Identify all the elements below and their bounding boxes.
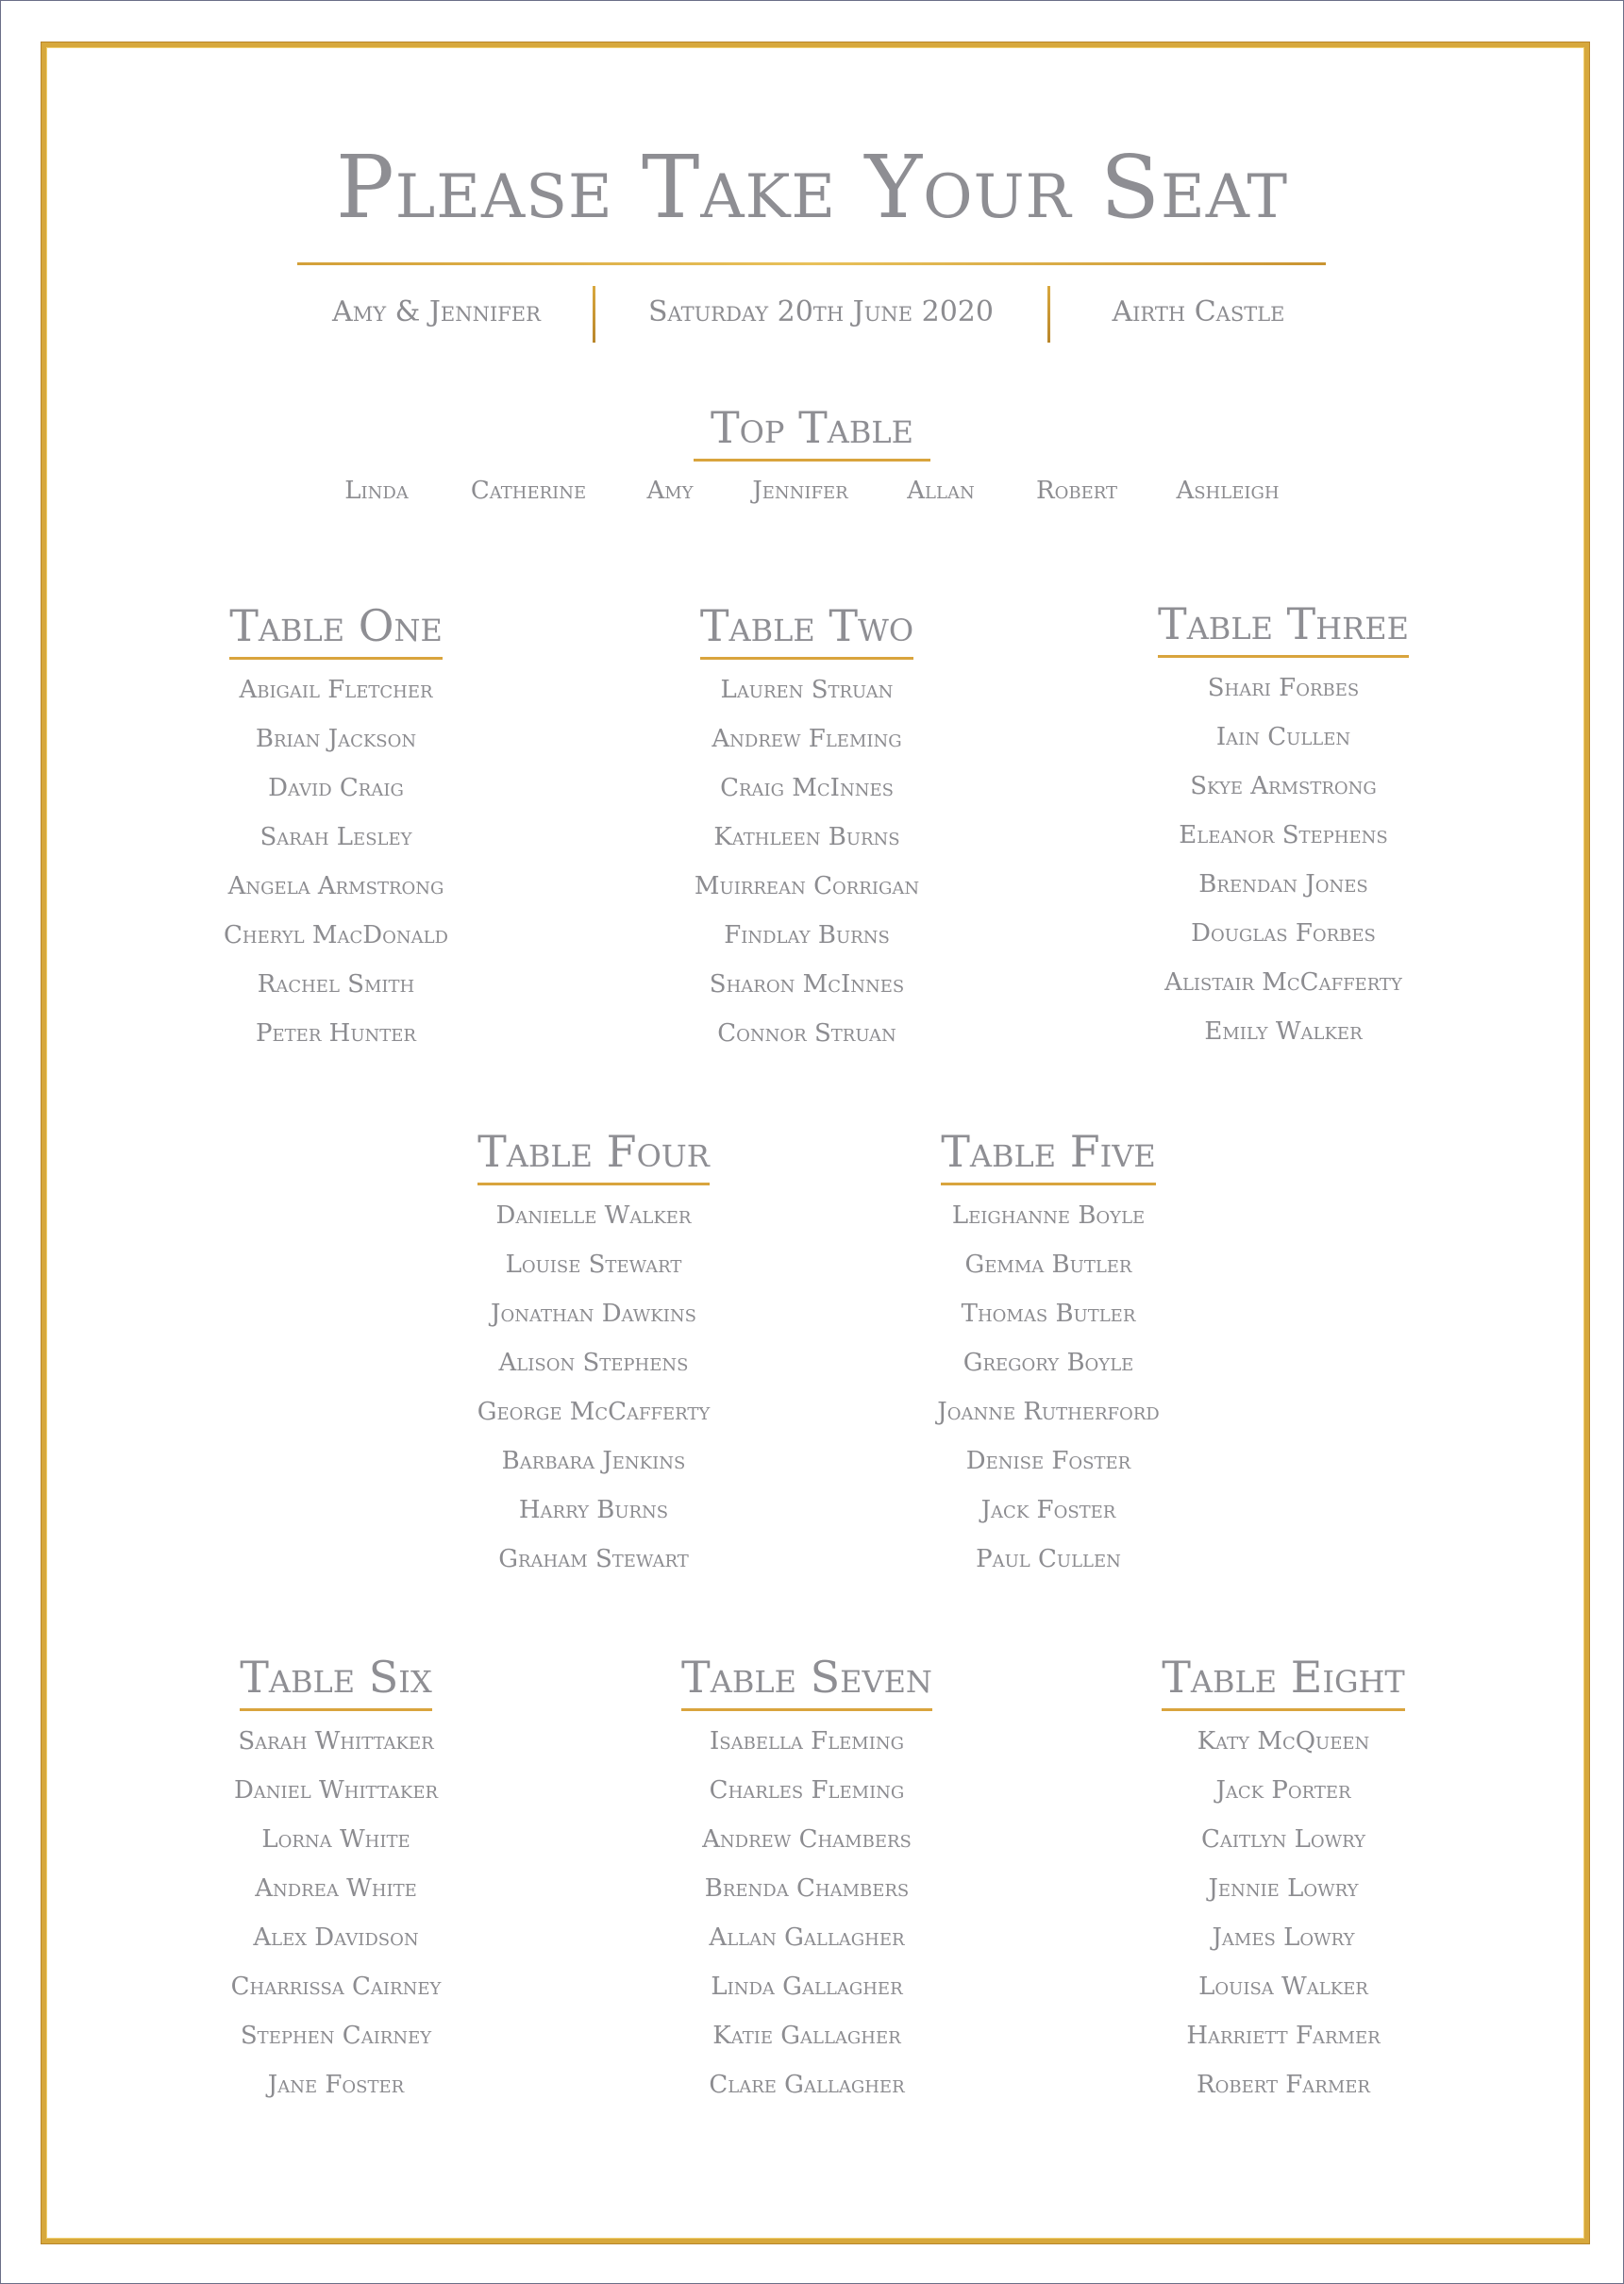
guest-name: Louise Stewart <box>505 1251 682 1279</box>
guest-name: Iain Cullen <box>1215 723 1351 751</box>
guest-name: Jane Foster <box>267 2071 405 2099</box>
guest-name: Robert Farmer <box>1197 2071 1370 2099</box>
guest-name: Denise Foster <box>965 1447 1131 1475</box>
guest-list <box>1142 663 1425 1056</box>
guest-list <box>1142 1717 1425 2109</box>
guest-name: Isabella Fleming <box>710 1727 904 1755</box>
guest-name: George McCafferty <box>477 1398 711 1426</box>
guest-name: Gemma Butler <box>964 1251 1132 1279</box>
guest-list <box>194 1717 477 2109</box>
guest-name: Alex Davidson <box>253 1923 419 1952</box>
event-date: Saturday 20th June 2020 <box>648 295 994 328</box>
guest-name: Alison Stephens <box>498 1349 689 1377</box>
table-three-block <box>1142 598 1425 1056</box>
guest-name: Allan Gallagher <box>709 1923 905 1952</box>
guest-name: Graham Stewart <box>498 1545 689 1573</box>
guest-name: Muirrean Corrigan <box>694 872 920 900</box>
guest-name: Louisa Walker <box>1198 1973 1368 2001</box>
guest-name: Sarah Whittaker <box>238 1727 434 1755</box>
top-table-guest: Robert <box>1036 477 1117 505</box>
guest-name: Harriett Farmer <box>1186 2022 1381 2050</box>
guest-name: Joanne Rutherford <box>937 1398 1160 1426</box>
guest-name: Sharon McInnes <box>709 970 905 999</box>
top-table-section <box>0 402 1624 462</box>
table-heading: Table Five <box>941 1130 1156 1185</box>
top-table-heading: Top Table <box>694 406 930 462</box>
guest-name: Brian Jackson <box>255 725 417 753</box>
guest-name: Douglas Forbes <box>1191 919 1376 948</box>
guest-name: Clare Gallagher <box>709 2071 905 2099</box>
guest-name: Rachel Smith <box>257 970 415 999</box>
guest-name: Angela Armstrong <box>227 872 444 900</box>
guest-name: Andrew Fleming <box>712 725 902 753</box>
guest-name: Abigail Fletcher <box>239 676 433 704</box>
info-separator <box>1047 286 1050 343</box>
guest-name: Lauren Struan <box>720 676 894 704</box>
table-six-block <box>194 1652 477 2109</box>
guest-list <box>665 1717 948 2109</box>
guest-name: Linda Gallagher <box>711 1973 903 2001</box>
guest-name: Brendan Jones <box>1198 870 1368 898</box>
table-heading: Table Six <box>240 1655 431 1711</box>
guest-name: Daniel Whittaker <box>233 1776 439 1805</box>
guest-name: Eleanor Stephens <box>1179 821 1388 849</box>
guest-name: Craig McInnes <box>720 774 894 802</box>
guest-name: Jennie Lowry <box>1208 1874 1359 1903</box>
table-heading: Table Two <box>700 604 913 660</box>
info-separator <box>593 286 595 343</box>
guest-name: Barbara Jenkins <box>501 1447 686 1475</box>
guest-name: Gregory Boyle <box>963 1349 1134 1377</box>
guest-name: Andrea White <box>255 1874 417 1903</box>
top-table-guest: Allan <box>907 477 975 505</box>
guest-name: Andrew Chambers <box>702 1825 912 1854</box>
guest-name: Sarah Lesley <box>260 823 412 851</box>
guest-list <box>452 1191 735 1584</box>
guest-name: Findlay Burns <box>724 921 890 949</box>
guest-name: Charrissa Cairney <box>230 1973 442 2001</box>
top-table-guest: Amy <box>646 477 694 505</box>
table-heading: Table Three <box>1158 602 1409 658</box>
table-four-block <box>452 1126 735 1584</box>
guest-name: Brenda Chambers <box>704 1874 910 1903</box>
guest-name: Skye Armstrong <box>1190 772 1377 800</box>
guest-name: Cheryl MacDonald <box>224 921 448 949</box>
title-divider <box>297 262 1326 265</box>
guest-name: Jack Foster <box>980 1496 1116 1524</box>
guest-name: Katie Gallagher <box>712 2022 901 2050</box>
guest-name: Thomas Butler <box>961 1300 1136 1328</box>
table-heading: Table One <box>229 604 443 660</box>
guest-name: Shari Forbes <box>1207 674 1360 702</box>
top-table-guest: Ashleigh <box>1176 477 1280 505</box>
guest-name: Danielle Walker <box>495 1201 692 1230</box>
table-heading: Table Four <box>477 1130 710 1185</box>
guest-name: Paul Cullen <box>976 1545 1121 1573</box>
table-eight-block <box>1142 1652 1425 2109</box>
guest-name: Katy McQueen <box>1197 1727 1370 1755</box>
table-one-block <box>194 600 477 1058</box>
guest-name: Emily Walker <box>1204 1017 1363 1046</box>
table-seven-block <box>665 1652 948 2109</box>
table-two-block <box>665 600 948 1058</box>
guest-list <box>194 665 477 1058</box>
guest-name: Stephen Cairney <box>240 2022 432 2050</box>
guest-name: Kathleen Burns <box>713 823 900 851</box>
guest-name: Charles Fleming <box>709 1776 905 1805</box>
couple-names: Amy & Jennifer <box>332 295 541 328</box>
venue-name: Airth Castle <box>1112 295 1285 328</box>
guest-name: Jack Porter <box>1215 1776 1351 1805</box>
table-five-block <box>907 1126 1190 1584</box>
guest-name: Lorna White <box>261 1825 410 1854</box>
guest-list <box>665 665 948 1058</box>
guest-name: Harry Burns <box>518 1496 669 1524</box>
event-info-row <box>0 286 1624 343</box>
page-title: Please Take Your Seat <box>335 137 1289 238</box>
top-table-guest: Catherine <box>470 477 587 505</box>
guest-list <box>907 1191 1190 1584</box>
table-heading: Table Seven <box>681 1655 932 1711</box>
guest-name: Alistair McCafferty <box>1164 968 1402 997</box>
guest-name: James Lowry <box>1212 1923 1355 1952</box>
guest-name: Leighanne Boyle <box>951 1201 1146 1230</box>
guest-name: Caitlyn Lowry <box>1200 1825 1366 1854</box>
top-table-guest: Jennifer <box>752 477 848 505</box>
top-table-guest: Linda <box>344 477 409 505</box>
guest-name: Jonathan Dawkins <box>491 1300 696 1328</box>
guest-name: David Craig <box>268 774 404 802</box>
guest-name: Connor Struan <box>717 1019 896 1048</box>
table-heading: Table Eight <box>1162 1655 1405 1711</box>
guest-name: Peter Hunter <box>256 1019 416 1048</box>
